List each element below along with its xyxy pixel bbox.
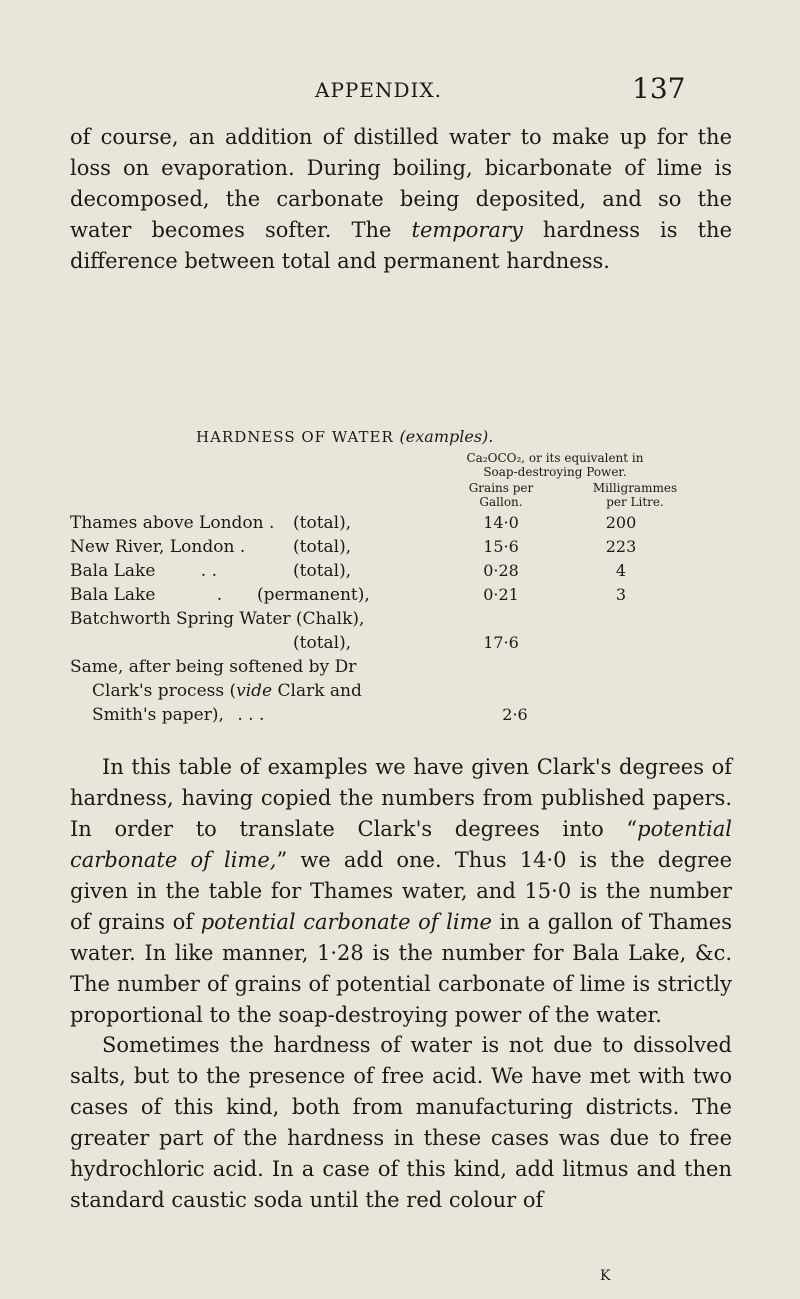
table-row-label-text: Bala Lake bbox=[70, 561, 156, 581]
page-header bbox=[0, 72, 800, 108]
paragraph-1-emphasis: temporary bbox=[411, 218, 523, 242]
table-row-label bbox=[70, 536, 245, 558]
table-cell-grains: 2·6 bbox=[502, 705, 528, 724]
paragraph-2-text: ” we add one. Thus 14·0 is the degree given in the table for Thames water, and 15·0 is the number of grains of bbox=[70, 848, 732, 934]
table-cell-grains: 15·6 bbox=[483, 537, 519, 556]
table-row-leader: . bbox=[269, 513, 275, 533]
paragraph-1-text: of course, an addition of distilled water to make up for the loss on evaporation. During boiling, bicarbonate of lime is decomposed, the carbonate being deposited, and so the water becomes softer. The bbox=[70, 125, 732, 242]
table-row-label: Batchworth Spring Water (Chalk), bbox=[70, 609, 365, 629]
table-row-label-text: Smith's paper), bbox=[92, 705, 224, 725]
table-row-label-text: Clark and bbox=[272, 681, 362, 701]
table-row-label bbox=[70, 584, 222, 606]
table-row-leader: . bbox=[239, 537, 246, 557]
table-cell-milligrammes: 3 bbox=[615, 585, 627, 604]
table-cell-milligrammes: 200 bbox=[605, 513, 637, 532]
table-row-label bbox=[70, 512, 274, 534]
table-cell-grains: 0·21 bbox=[483, 585, 519, 604]
table-row-leader: . . . bbox=[237, 705, 265, 725]
paragraph-1 bbox=[70, 122, 732, 277]
table-cell-grains: 17·6 bbox=[483, 633, 519, 652]
running-head: APPENDIX. bbox=[315, 78, 442, 102]
table-row-label bbox=[70, 560, 217, 582]
table-row-label-text: New River, London bbox=[70, 537, 235, 557]
table-cell-milligrammes: 223 bbox=[605, 537, 637, 556]
table-title bbox=[196, 427, 493, 446]
table-cell-milligrammes: 4 bbox=[615, 561, 627, 580]
table-title-text: HARDNESS OF WATER bbox=[196, 428, 400, 446]
column-group-header-line-1: Ca₂OCO₂, or its equivalent in bbox=[466, 451, 644, 465]
table-row-label-text: Thames above London bbox=[70, 513, 264, 533]
column-header-grains-line-1: Grains per bbox=[468, 481, 534, 495]
column-group-header bbox=[420, 451, 690, 479]
table-row-qualifier: (total), bbox=[293, 513, 352, 533]
table-cell-grains: 0·28 bbox=[483, 561, 519, 580]
column-header-grains bbox=[456, 481, 546, 509]
table-row-leader: . bbox=[216, 585, 223, 605]
paragraph-2 bbox=[70, 752, 732, 1031]
table-row-label-continued bbox=[92, 680, 362, 702]
column-group-header-line-2: Soap-destroying Power. bbox=[483, 465, 627, 479]
signature-mark: K bbox=[600, 1268, 611, 1284]
column-header-milligrammes-line-2: per Litre. bbox=[606, 495, 664, 509]
paragraph-3: Sometimes the hardness of water is not due to dissolved salts, but to the presence of free acid. We have met with two cases of this kind, both from manufacturing districts. The greater part of the hardness in these cases was due to free hydrochloric acid. In a case of this kind, add litmus and then standard caustic soda until the red colour of bbox=[70, 1033, 732, 1212]
paragraph-2-text: In this table of examples we have given Clark's degrees of hardness, having copied the numbers from published papers. In order to translate Clark's degrees into “ bbox=[70, 755, 732, 841]
paragraph-2-text: in a gallon of Thames water. In like manner, 1·28 is the number for Bala Lake, &c. The number of grains of potential carbonate of lime is strictly proportional to the soap-destroying power of the water. bbox=[70, 910, 732, 1027]
table-row-qualifier: (total), bbox=[293, 561, 352, 581]
table-row-qualifier: (permanent), bbox=[257, 585, 370, 605]
table-row-qualifier: (total), bbox=[293, 537, 352, 557]
paragraph-1-text-end: hardness is the difference between total and permanent hardness. bbox=[70, 218, 733, 273]
table-row-qualifier: (total), bbox=[293, 633, 352, 653]
table-title-emphasis: (examples). bbox=[399, 427, 494, 446]
table-row-label: Same, after being softened by Dr bbox=[70, 657, 357, 677]
page-number: 137 bbox=[632, 72, 686, 105]
column-header-grains-line-2: Gallon. bbox=[479, 495, 523, 509]
paragraph-2-emphasis: potential carbonate of lime, bbox=[70, 817, 732, 872]
table-row-label-continued bbox=[92, 704, 264, 726]
table-row-label-text: Bala Lake bbox=[70, 585, 156, 605]
table-row-label-emphasis: vide bbox=[236, 681, 273, 701]
column-header-milligrammes bbox=[580, 481, 690, 509]
paragraph-2-emphasis: potential carbonate of lime bbox=[200, 910, 492, 934]
table-row-leader: . . bbox=[200, 561, 218, 581]
column-header-milligrammes-line-1: Milligrammes bbox=[592, 481, 678, 495]
table-cell-grains: 14·0 bbox=[483, 513, 519, 532]
table-row-label-text: Clark's process ( bbox=[92, 681, 237, 701]
